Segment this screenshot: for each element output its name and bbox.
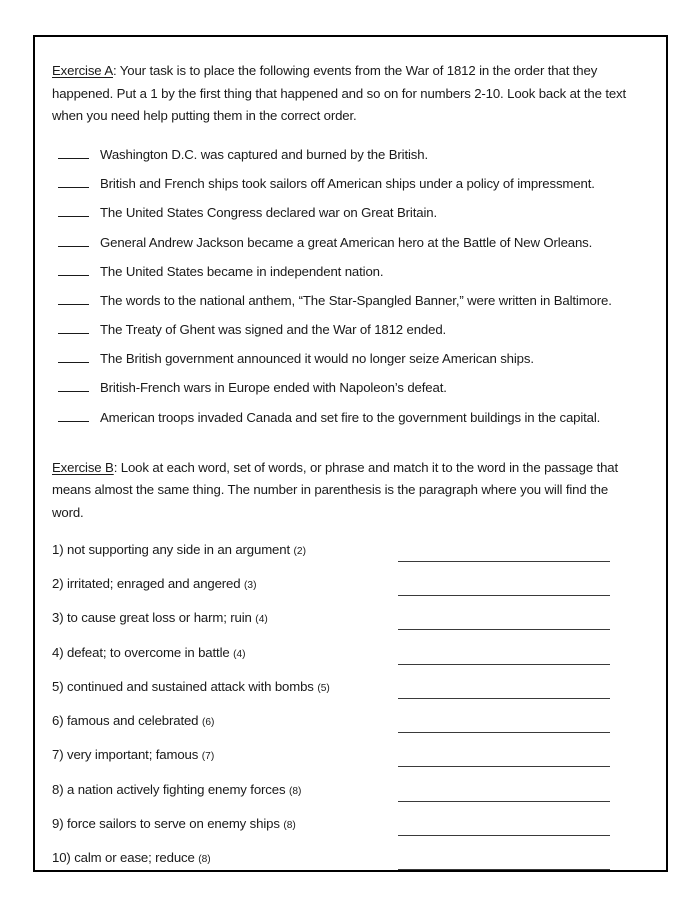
vocab-definition xyxy=(52,782,301,797)
list-item-label: The Treaty of Ghent was signed and the War of 1812 ended. xyxy=(100,322,447,338)
order-answer-blank[interactable] xyxy=(58,204,89,217)
vocab-paragraph-ref: (8) xyxy=(288,785,302,797)
list-item xyxy=(52,710,640,744)
vocab-answer-blank[interactable] xyxy=(398,766,610,767)
vocab-definition-text: 3) to cause great loss or harm; ruin xyxy=(52,610,252,626)
vocab-definition xyxy=(52,747,214,762)
order-answer-blank[interactable] xyxy=(58,409,89,422)
exercise-a-ordering-list xyxy=(52,146,640,438)
order-answer-blank[interactable] xyxy=(58,263,89,276)
vocab-definition-text: 10) calm or ease; reduce xyxy=(52,850,195,866)
vocab-answer-blank[interactable] xyxy=(398,835,610,836)
vocab-definition xyxy=(52,713,214,728)
vocab-definition xyxy=(52,576,256,591)
list-item xyxy=(52,779,640,813)
order-answer-blank[interactable] xyxy=(58,379,89,392)
list-item xyxy=(52,813,640,847)
list-item xyxy=(52,539,640,573)
list-item xyxy=(52,146,640,175)
list-item xyxy=(52,204,640,233)
list-item-label: Washington D.C. was captured and burned by the British. xyxy=(100,146,428,162)
vocab-answer-blank[interactable] xyxy=(398,629,610,630)
exercise-b-instructions xyxy=(52,457,640,525)
vocab-definition-text: 9) force sailors to serve on enemy ships xyxy=(52,816,280,831)
vocab-answer-blank[interactable] xyxy=(398,561,610,562)
vocab-definition xyxy=(52,610,268,625)
order-answer-blank[interactable] xyxy=(58,321,89,334)
vocab-definition-text: 5) continued and sustained attack with bombs xyxy=(52,678,314,694)
list-item xyxy=(52,292,640,321)
list-item xyxy=(52,676,640,710)
vocab-paragraph-ref: (8) xyxy=(283,820,296,831)
vocab-paragraph-ref: (7) xyxy=(201,751,215,763)
order-answer-blank[interactable] xyxy=(58,350,89,363)
exercise-b-label: Exercise B xyxy=(52,459,114,475)
vocab-definition-text: 8) a nation actively fighting enemy forces xyxy=(52,781,286,797)
exercise-a-label: Exercise A xyxy=(52,63,113,79)
vocab-definition xyxy=(52,542,306,557)
vocab-definition xyxy=(52,850,211,865)
list-item-label: General Andrew Jackson became a great American hero at the Battle of New Orleans. xyxy=(100,234,593,250)
list-item xyxy=(52,744,640,778)
exercise-a-instructions xyxy=(52,60,640,128)
order-answer-blank[interactable] xyxy=(58,234,89,247)
list-item xyxy=(52,409,640,438)
vocab-definition-text: 2) irritated; enraged and angered xyxy=(52,575,241,591)
exercise-b-instructions-text: : Look at each word, set of words, or phrase and match it to the word in the passage that means almost the same thing. The number in parenthesis is the paragraph where you will find the word. xyxy=(52,459,619,521)
vocab-paragraph-ref: (2) xyxy=(293,545,306,557)
worksheet-page xyxy=(33,35,668,872)
vocab-answer-blank[interactable] xyxy=(398,664,610,665)
vocab-paragraph-ref: (8) xyxy=(198,854,211,866)
list-item xyxy=(52,234,640,263)
vocab-answer-blank[interactable] xyxy=(398,801,610,802)
order-answer-blank[interactable] xyxy=(58,175,89,188)
vocab-paragraph-ref: (4) xyxy=(255,614,268,626)
list-item-label: British and French ships took sailors off American ships under a policy of impressment. xyxy=(100,176,595,192)
order-answer-blank[interactable] xyxy=(58,292,89,305)
vocab-paragraph-ref: (6) xyxy=(201,717,215,729)
vocab-definition xyxy=(52,679,330,694)
list-item-label: British-French wars in Europe ended with Napoleon’s defeat. xyxy=(100,380,447,396)
vocab-definition-text: 6) famous and celebrated xyxy=(52,713,199,729)
list-item-label: The words to the national anthem, “The Star-Spangled Banner,” were written in Baltimore. xyxy=(100,292,612,308)
vocab-definition-text: 7) very important; famous xyxy=(52,747,199,763)
vocab-answer-blank[interactable] xyxy=(398,732,610,733)
vocab-paragraph-ref: (5) xyxy=(317,682,330,694)
exercise-b-vocab-list xyxy=(52,539,640,882)
list-item xyxy=(52,379,640,408)
vocab-definition xyxy=(52,816,296,831)
vocab-answer-blank[interactable] xyxy=(398,869,610,870)
vocab-answer-blank[interactable] xyxy=(398,698,610,699)
list-item-label: The British government announced it would no longer seize American ships. xyxy=(100,351,534,367)
order-answer-blank[interactable] xyxy=(58,146,89,159)
list-item-label: American troops invaded Canada and set fire to the government buildings in the capital. xyxy=(100,409,601,425)
list-item xyxy=(52,642,640,676)
vocab-definition-text: 4) defeat; to overcome in battle xyxy=(52,644,230,660)
vocab-definition-text: 1) not supporting any side in an argument xyxy=(52,541,290,557)
vocab-paragraph-ref: (3) xyxy=(244,579,257,591)
worksheet-content xyxy=(52,47,640,882)
list-item xyxy=(52,573,640,607)
list-item-label: The United States became in independent nation. xyxy=(100,263,384,279)
vocab-answer-blank[interactable] xyxy=(398,595,610,596)
list-item xyxy=(52,847,640,881)
vocab-definition xyxy=(52,645,246,660)
exercise-a-instructions-text: : Your task is to place the following events from the War of 1812 in the order that they happened. Put a 1 by the first thing that happened and so on for numbers 2-10. Look back at the text when you need help putting them in the correct order. xyxy=(52,63,627,124)
list-item xyxy=(52,350,640,379)
list-item xyxy=(52,263,640,292)
list-item xyxy=(52,321,640,350)
list-item xyxy=(52,607,640,641)
list-item-label: The United States Congress declared war on Great Britain. xyxy=(100,205,437,221)
vocab-paragraph-ref: (4) xyxy=(233,648,246,660)
list-item xyxy=(52,175,640,204)
